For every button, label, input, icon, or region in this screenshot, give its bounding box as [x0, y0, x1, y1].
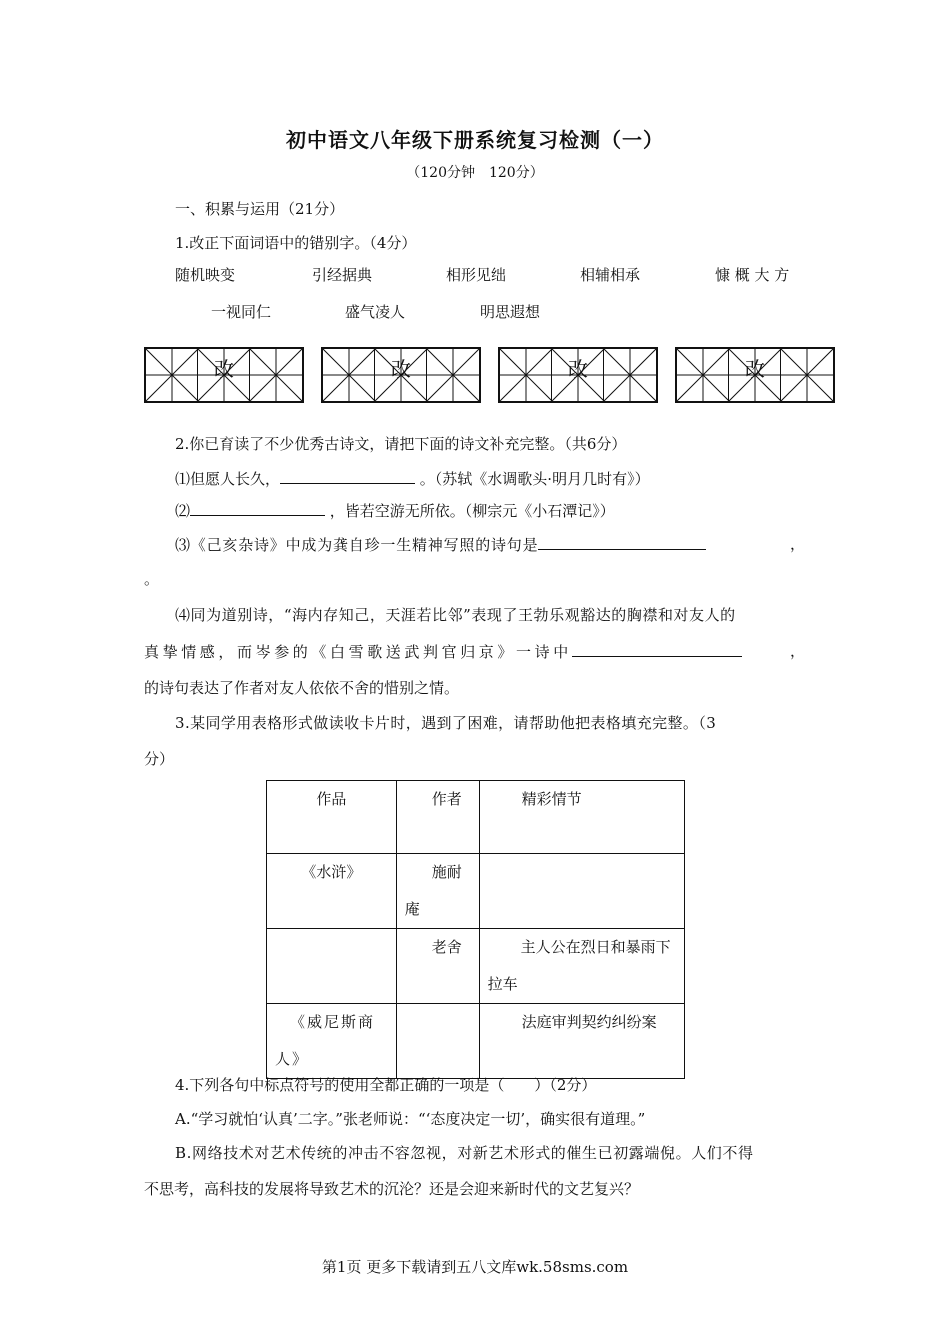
question-3-prompt: 3.某同学用表格形式做读收卡片时，遇到了困难，请帮助他把表格填充完整。（3 [175, 714, 717, 732]
table-header: 精彩情节 [479, 781, 684, 854]
table-cell[interactable] [396, 1004, 479, 1079]
q2-line-3 [175, 533, 706, 555]
table-header: 作品 [267, 781, 397, 854]
table-cell: 老舍 [396, 929, 479, 1004]
table-header: 作者 [396, 781, 479, 854]
q2-comma: ， [790, 642, 806, 660]
grid-label: 改 [745, 357, 765, 381]
grid-cell[interactable] [677, 349, 729, 401]
table-cell: 法庭审判契约纠纷案 [479, 1004, 684, 1079]
correction-grid[interactable] [321, 347, 481, 403]
table-cell: 主人公在烈日和暴雨下拉车 [479, 929, 684, 1004]
table-header-row [267, 781, 685, 854]
grid-label: 改 [568, 357, 588, 381]
grid-cell[interactable] [198, 349, 250, 401]
table-cell[interactable] [267, 929, 397, 1004]
correction-grid[interactable] [675, 347, 835, 403]
q2-text: ⑶《己亥杂诗》中成为龚自珍一生精神写照的诗句是 [175, 536, 539, 554]
question-3-prompt-cont: 分） [144, 750, 175, 768]
q2-text: ⑴但愿人长久， [175, 470, 281, 488]
q2-period: 。 [144, 570, 160, 588]
q1-word: 随机映变 [175, 266, 236, 284]
grid-cell[interactable] [323, 349, 375, 401]
q2-line-4: ⑷同为道别诗，“海内存知己，天涯若比邻”表现了王勃乐观豁达的胸襟和对友人的 [175, 606, 736, 624]
option-a[interactable]: A.“学习就怕‘认真’二字。”张老师说：“‘态度决定一切’，确实很有道理。” [175, 1110, 646, 1128]
grid-cell[interactable] [375, 349, 427, 401]
q2-text: ⑵ [175, 502, 191, 520]
q2-text: 。（苏轼《水调歌头·明月几时有》） [419, 470, 650, 488]
option-b[interactable]: B.网络技术对艺术传统的冲击不容忽视，对新艺术形式的催生已初露端倪。人们不得 [175, 1144, 754, 1162]
table-cell: 《水浒》 [267, 854, 397, 929]
correction-grid[interactable] [144, 347, 304, 403]
q2-comma: ， [790, 535, 806, 553]
page-footer: 第1页 更多下载请到五八文库wk.58sms.com [321, 1258, 629, 1276]
q2-line-4b [144, 640, 742, 662]
table-row [267, 854, 685, 929]
q1-word: 明思遐想 [480, 303, 541, 321]
grid-cell[interactable] [552, 349, 604, 401]
table-row [267, 929, 685, 1004]
grid-label: 改 [214, 357, 234, 381]
grid-label: 改 [391, 357, 411, 381]
q2-text: ，皆若空游无所依。（柳宗元《小石潭记》） [329, 502, 615, 520]
grid-cell[interactable] [146, 349, 198, 401]
q2-line-1 [175, 467, 650, 489]
table-row [267, 1004, 685, 1079]
correction-grid[interactable] [498, 347, 658, 403]
answer-blank[interactable] [280, 467, 415, 484]
section-heading: 一、积累与运用（21分） [175, 200, 345, 218]
grid-cell[interactable] [427, 349, 479, 401]
table-cell: 施耐庵 [396, 854, 479, 929]
reading-card-table [266, 780, 685, 1079]
grid-cell[interactable] [250, 349, 302, 401]
q2-text: 真挚情感，而岑参的《白雪歌送武判官归京》一诗中 [144, 643, 572, 661]
question-1-prompt: 1.改正下面词语中的错别字。（4分） [175, 234, 417, 252]
q1-word: 引经据典 [312, 266, 373, 284]
grid-cell[interactable] [781, 349, 833, 401]
q1-word: 相形见绌 [446, 266, 507, 284]
option-b-cont: 不思考，高科技的发展将导致艺术的沉沦？还是会迎来新时代的文艺复兴？ [144, 1180, 640, 1198]
q1-word: 盛气凌人 [345, 303, 406, 321]
grid-cell[interactable] [604, 349, 656, 401]
grid-cell[interactable] [729, 349, 781, 401]
grid-cell[interactable] [500, 349, 552, 401]
q1-word: 一视同仁 [211, 303, 272, 321]
exam-duration: （120分钟 120分） [406, 165, 544, 181]
table-cell[interactable] [479, 854, 684, 929]
q1-word: 慷 概 大 方 [715, 266, 790, 284]
q2-line-4c: 的诗句表达了作者对友人依依不舍的惜别之情。 [144, 679, 460, 697]
answer-blank[interactable] [538, 533, 706, 550]
answer-blank[interactable] [572, 640, 742, 657]
table-cell: 《威尼斯商人》 [267, 1004, 397, 1079]
q1-word: 相辅相承 [580, 266, 641, 284]
question-2-prompt: 2.你已育读了不少优秀古诗文，请把下面的诗文补充完整。（共6分） [175, 435, 627, 453]
answer-blank[interactable] [190, 499, 325, 516]
q2-line-2 [175, 499, 615, 521]
question-4-prompt: 4.下列各句中标点符号的使用全都正确的一项是（ ）（2分） [175, 1076, 597, 1094]
page-title: 初中语文八年级下册系统复习检测（一） [286, 128, 664, 152]
